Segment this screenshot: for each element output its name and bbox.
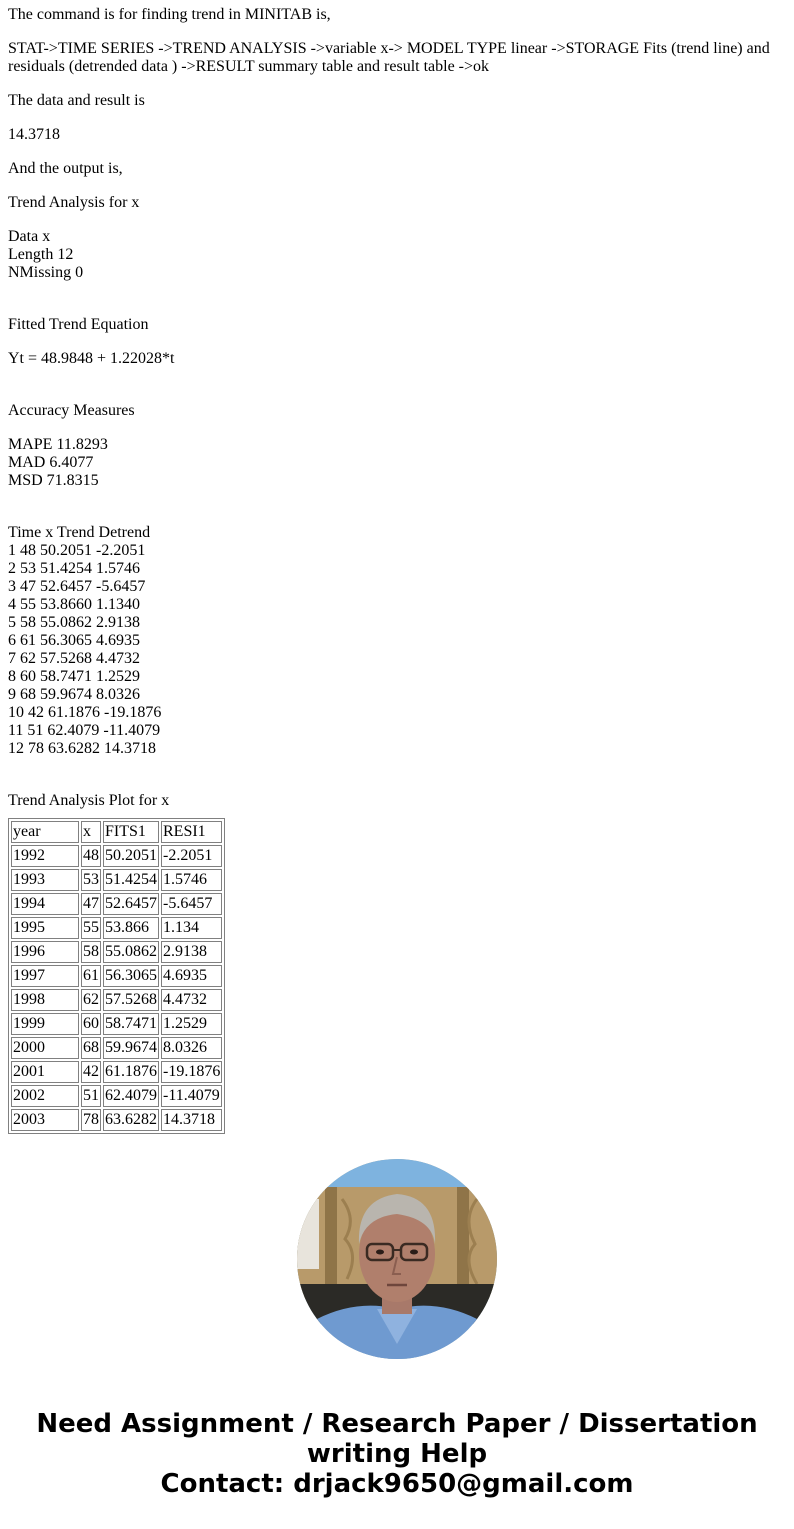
table-cell: 62.4079 (103, 1085, 159, 1107)
table-row (11, 1109, 222, 1131)
summary-data: Data x (8, 228, 51, 245)
output-row: 8 60 58.7471 1.2529 (8, 668, 140, 685)
output-row: 1 48 50.2051 -2.2051 (8, 542, 146, 559)
table-row (11, 1061, 222, 1083)
table-cell: 52.6457 (103, 893, 159, 915)
table-row (11, 941, 222, 963)
output-row: 3 47 52.6457 -5.6457 (8, 578, 146, 595)
banner-line: writing Help (306, 1439, 488, 1469)
table-cell: 57.5268 (103, 989, 159, 1011)
data-result-label: The data and result is (8, 92, 145, 109)
table-cell: 55 (81, 917, 101, 939)
summary-length: Length 12 (8, 246, 74, 263)
table-cell: 2.9138 (161, 941, 222, 963)
table-cell: 55.0862 (103, 941, 159, 963)
table-cell: 59.9674 (103, 1037, 159, 1059)
output-label: And the output is, (8, 160, 123, 177)
table-cell: 78 (81, 1109, 101, 1131)
table-cell: 1992 (11, 845, 79, 867)
output-row: 12 78 63.6282 14.3718 (8, 740, 156, 757)
table-cell: 1.134 (161, 917, 222, 939)
output-row: 11 51 62.4079 -11.4079 (8, 722, 161, 739)
table-cell: 62 (81, 989, 101, 1011)
table-cell: 47 (81, 893, 101, 915)
table-cell: 1994 (11, 893, 79, 915)
document-body (0, 6, 794, 1134)
contact-banner (0, 1409, 794, 1499)
plot-title: Trend Analysis Plot for x (8, 792, 170, 809)
table-cell: -5.6457 (161, 893, 222, 915)
table-cell: 53 (81, 869, 101, 891)
intro-line: The command is for finding trend in MINITAB is, (8, 6, 331, 23)
table-row (11, 845, 222, 867)
table-cell: 2002 (11, 1085, 79, 1107)
table-cell: 4.6935 (161, 965, 222, 987)
table-cell: 14.3718 (161, 1109, 222, 1131)
table-row (11, 917, 222, 939)
table-header-cell: RESI1 (161, 821, 222, 843)
table-cell: 68 (81, 1037, 101, 1059)
accuracy-mad: MAD 6.4077 (8, 454, 94, 471)
avatar (297, 1159, 497, 1359)
table-cell: 56.3065 (103, 965, 159, 987)
table-cell: 50.2051 (103, 845, 159, 867)
table-cell: 1995 (11, 917, 79, 939)
output-row: 10 42 61.1876 -19.1876 (8, 704, 162, 721)
accuracy-block (8, 436, 786, 490)
table-cell: 1998 (11, 989, 79, 1011)
contact-email: Contact: drjack9650@gmail.com (160, 1469, 634, 1499)
table-header-cell: FITS1 (103, 821, 159, 843)
table-cell: 8.0326 (161, 1037, 222, 1059)
output-row: 2 53 51.4254 1.5746 (8, 560, 140, 577)
table-cell: 4.4732 (161, 989, 222, 1011)
table-cell: 61 (81, 965, 101, 987)
summary-block (8, 228, 786, 282)
output-rows-block (8, 524, 786, 758)
output-row: 7 62 57.5268 4.4732 (8, 650, 140, 667)
table-header-cell: year (11, 821, 79, 843)
accuracy-msd: MSD 71.8315 (8, 472, 99, 489)
table-cell: 58.7471 (103, 1013, 159, 1035)
table-cell: 58 (81, 941, 101, 963)
table-cell: 1.5746 (161, 869, 222, 891)
table-row (11, 1085, 222, 1107)
output-header: Time x Trend Detrend (8, 524, 151, 541)
banner-line: Need Assignment / Research Paper / Dissertation (36, 1409, 758, 1439)
table-cell: 53.866 (103, 917, 159, 939)
summary-nmissing: NMissing 0 (8, 264, 84, 281)
table-cell: -19.1876 (161, 1061, 222, 1083)
table-header-cell: x (81, 821, 101, 843)
table-cell: 1999 (11, 1013, 79, 1035)
table-cell: 51 (81, 1085, 101, 1107)
accuracy-heading: Accuracy Measures (8, 402, 135, 419)
result-value: 14.3718 (8, 126, 60, 143)
table-cell: -2.2051 (161, 845, 222, 867)
table-cell: 60 (81, 1013, 101, 1035)
output-row: 9 68 59.9674 8.0326 (8, 686, 140, 703)
table-cell: 48 (81, 845, 101, 867)
minitab-command: STAT->TIME SERIES ->TREND ANALYSIS ->variable x-> MODEL TYPE linear ->STORAGE Fits (trend line) and residuals (detrended data ) ->RESULT summary table and result table ->ok (8, 40, 770, 75)
results-table (8, 818, 225, 1134)
table-cell: 2003 (11, 1109, 79, 1131)
table-cell: 1993 (11, 869, 79, 891)
table-cell: 51.4254 (103, 869, 159, 891)
table-cell: 1997 (11, 965, 79, 987)
trend-analysis-title: Trend Analysis for x (8, 194, 140, 211)
table-cell: 2000 (11, 1037, 79, 1059)
table-cell: 1996 (11, 941, 79, 963)
table-cell: 2001 (11, 1061, 79, 1083)
fitted-equation: Yt = 48.9848 + 1.22028*t (8, 350, 175, 367)
accuracy-mape: MAPE 11.8293 (8, 436, 108, 453)
output-row: 4 55 53.8660 1.1340 (8, 596, 140, 613)
table-row (11, 1037, 222, 1059)
table-cell: 61.1876 (103, 1061, 159, 1083)
table-row (11, 893, 222, 915)
output-row: 5 58 55.0862 2.9138 (8, 614, 140, 631)
table-cell: 63.6282 (103, 1109, 159, 1131)
table-row (11, 989, 222, 1011)
table-cell: 42 (81, 1061, 101, 1083)
table-cell: 1.2529 (161, 1013, 222, 1035)
table-cell: -11.4079 (161, 1085, 222, 1107)
table-header-row (11, 821, 222, 843)
person-photo-icon (297, 1159, 497, 1359)
table-row (11, 1013, 222, 1035)
output-row: 6 61 56.3065 4.6935 (8, 632, 140, 649)
table-row (11, 965, 222, 987)
table-row (11, 869, 222, 891)
fitted-heading: Fitted Trend Equation (8, 316, 149, 333)
